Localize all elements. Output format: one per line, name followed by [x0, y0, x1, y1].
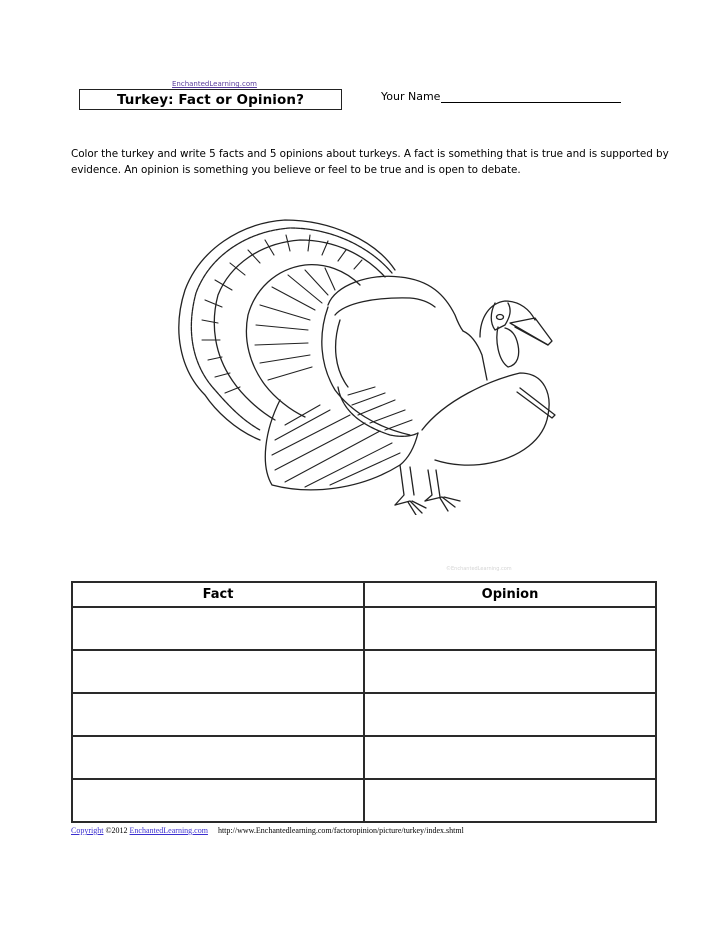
fact-cell-2[interactable]: [72, 650, 364, 693]
name-blank-line[interactable]: [441, 91, 621, 103]
illustration-watermark: ©EnchantedLearning.com: [446, 566, 512, 572]
fact-cell-1[interactable]: [72, 607, 364, 650]
fact-opinion-table: [71, 581, 657, 823]
site-link[interactable]: EnchantedLearning.com: [172, 80, 257, 88]
table-row: [72, 693, 656, 736]
opinion-cell-3[interactable]: [364, 693, 656, 736]
opinion-cell-1[interactable]: [364, 607, 656, 650]
table-row: [72, 650, 656, 693]
page-url: http://www.Enchantedlearning.com/factoropinion/picture/turkey/index.shtml: [217, 826, 464, 835]
table-row: [72, 779, 656, 822]
opinion-cell-2[interactable]: [364, 650, 656, 693]
fact-cell-5[interactable]: [72, 779, 364, 822]
opinion-cell-5[interactable]: [364, 779, 656, 822]
table-header-row: [72, 582, 656, 607]
column-header-opinion: Opinion: [364, 582, 656, 607]
table-row: [72, 607, 656, 650]
instructions-text: Color the turkey and write 5 facts and 5 opinions about turkeys. A fact is something that is true and is supported by evidence. An opinion is something you believe or feel to be true and is open to debate.: [71, 148, 669, 177]
footer: [71, 826, 464, 835]
turkey-illustration: [160, 195, 560, 515]
fact-cell-3[interactable]: [72, 693, 364, 736]
footer-site-link[interactable]: EnchantedLearning.com: [129, 826, 208, 835]
fact-cell-4[interactable]: [72, 736, 364, 779]
worksheet-title-box: [79, 89, 342, 110]
worksheet-title: Turkey: Fact or Opinion?: [116, 91, 305, 108]
name-field[interactable]: [381, 90, 621, 103]
column-header-fact: Fact: [72, 582, 364, 607]
opinion-cell-4[interactable]: [364, 736, 656, 779]
copyright-link[interactable]: Copyright: [71, 826, 104, 835]
table-row: [72, 736, 656, 779]
copyright-year: ©2012: [105, 826, 128, 835]
name-label: Your Name: [381, 90, 441, 103]
